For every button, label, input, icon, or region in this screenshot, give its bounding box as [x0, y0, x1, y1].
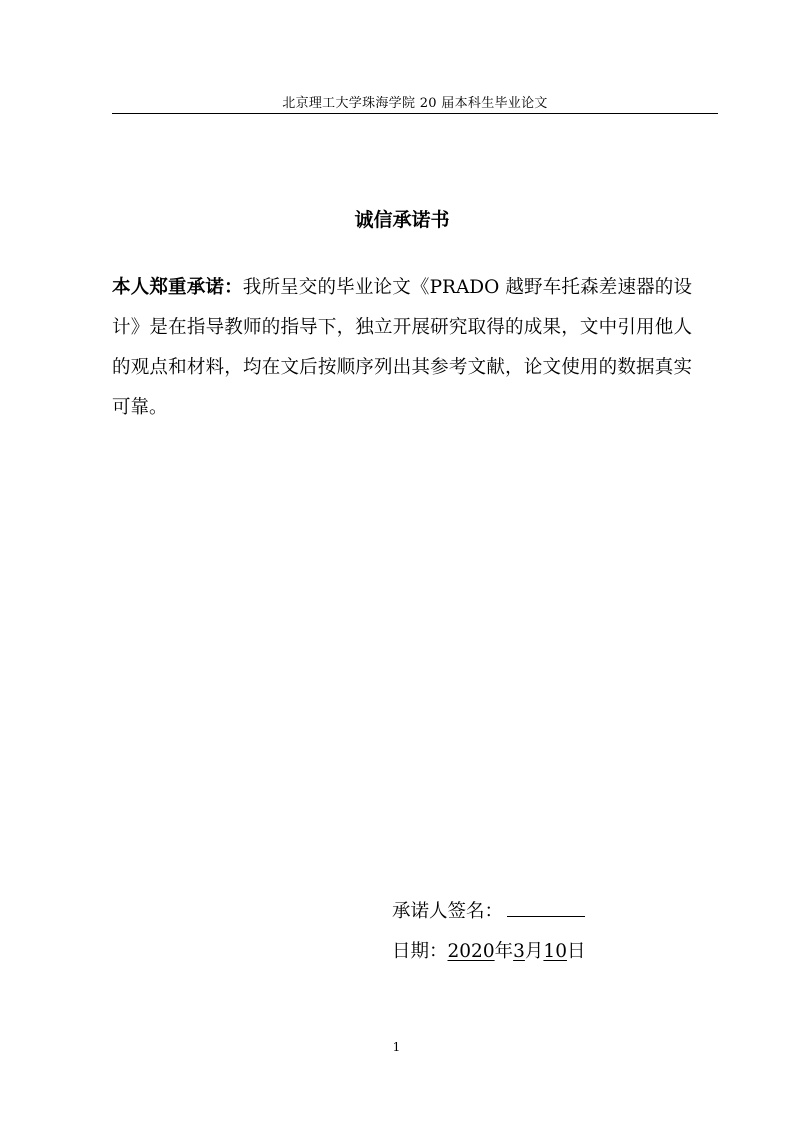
date-year: 2020: [447, 941, 495, 962]
page-number: 1: [392, 1040, 401, 1054]
date-day: 10: [543, 941, 567, 962]
signature-line: [507, 894, 585, 917]
header-rule: [112, 113, 718, 114]
date-day-unit: 日: [566, 941, 586, 962]
date-year-unit: 年: [494, 941, 514, 962]
running-header: 北京理工大学珠海学院 20 届本科生毕业论文: [282, 96, 548, 111]
date-month-unit: 月: [524, 941, 544, 962]
page-title: 诚信承诺书: [354, 209, 450, 231]
pledge-body: 我所呈交的毕业论文《PRADO 越野车托森差速器的设计》是在指导教师的指导下，独立开展研究取得的成果，文中引用他人的观点和材料，均在文后按顺序列出其参考文献，论文使用的数据真实可靠。: [112, 277, 692, 418]
signature-row: [392, 892, 692, 932]
pledge-paragraph: [112, 268, 692, 428]
signature-block: [392, 892, 692, 972]
date-row: [392, 932, 692, 972]
date-label: 日期：: [392, 941, 448, 962]
date-month: 3: [513, 941, 525, 962]
signature-label: 承诺人签名：: [392, 901, 504, 922]
pledge-lead: 本人郑重承诺：: [112, 277, 243, 298]
